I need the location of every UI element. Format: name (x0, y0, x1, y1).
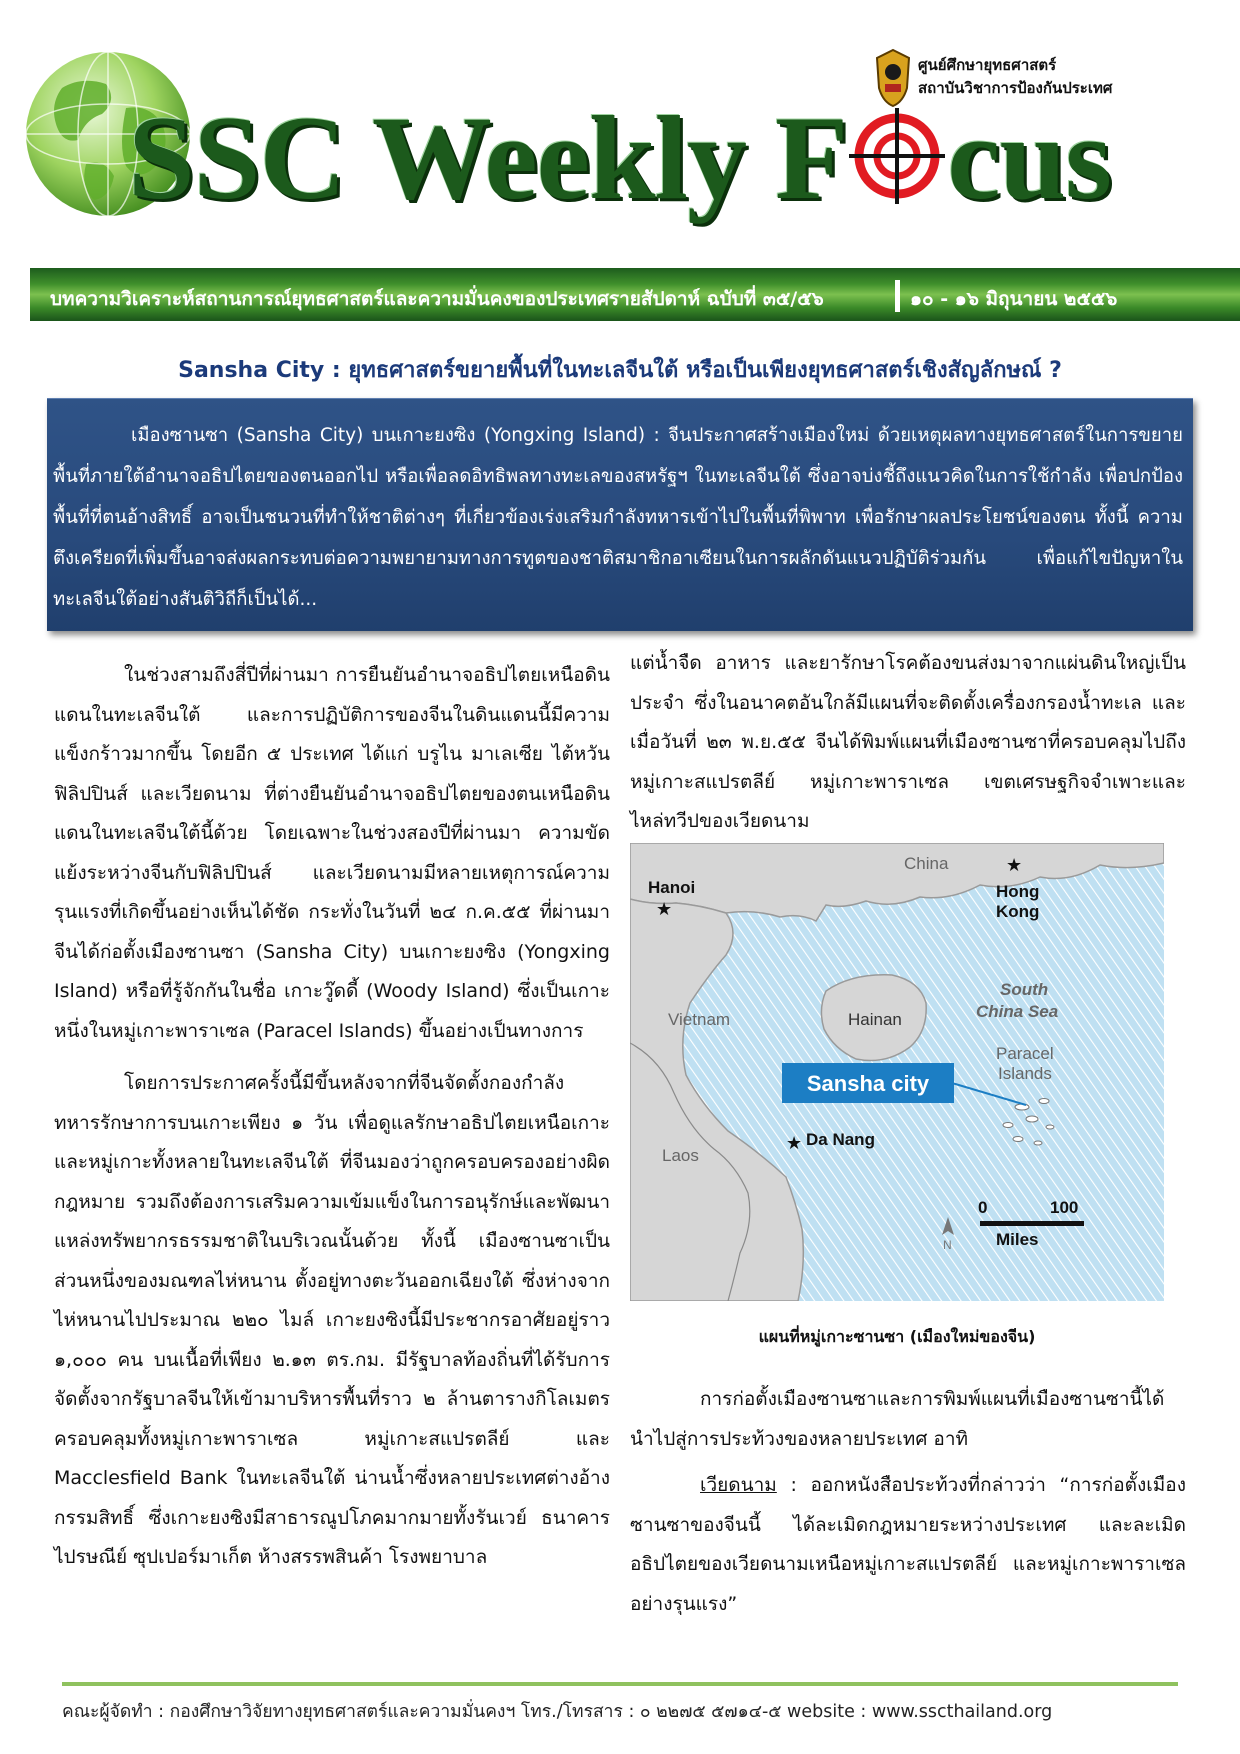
abstract-text: เมืองซานซา (Sansha City) บนเกาะยงซิง (Yongxing Island) : จีนประกาศสร้างเมืองใหม่ ด้วยเหตุผลทางยุทธศาสตร์ในการขยายพื้นที่ภายใต้อำนาจอธิปไตยของตนออกไป หรือเพื่อลดอิทธิพลทางทะเลของสหรัฐฯ ในทะเลจีนใต้ ซึ่งอาจบ่งชี้ถึงแนวคิดในการใช้กำลัง เพื่อปกป้องพื้นที่ที่ตนอ้างสิทธิ์ อาจเป็นชนวนที่ทำให้ชาติต่างๆ ที่เกี่ยวข้องเร่งเสริมกำลังทหารเข้าไปในพื้นที่พิพาท เพื่อรักษาผลประโยชน์ของตน ทั้งนี้ ความตึงเครียดที่เพิ่มขึ้นอาจส่งผลกระทบต่อความพยายามทางการทูตของชาติสมาชิกอาเซียนในการผลักดันแนวปฏิบัติร่วมกัน เพื่อแก้ไขปัญหาในทะเลจีนใต้อย่างสันติวิถีก็เป็นได้... (53, 425, 1183, 610)
sansha-map (630, 843, 1164, 1301)
abstract-box (47, 398, 1193, 631)
map-label-south-china-sea-2: China Sea (976, 1002, 1059, 1021)
map-label-south-china-sea-1: South (1000, 980, 1049, 999)
paragraph-4: การก่อตั้งเมืองซานซาและการพิมพ์แผนที่เมืองซานซานี้ได้นำไปสู่การประท้วงของหลายประเทศ อาทิ (630, 1388, 1165, 1450)
issue-date: ๑๐ - ๑๖ มิถุนายน ๒๕๕๖ (910, 288, 1118, 310)
map-label-sansha: Sansha city (806, 1071, 930, 1096)
masthead-part1: SSC Weekly F (128, 91, 848, 224)
institute-line2: สถาบันวิชาการป้องกันประเทศ (918, 79, 1113, 97)
map-star-hanoi: ★ (656, 899, 673, 920)
country-label-vietnam: เวียดนาม (700, 1474, 777, 1496)
map-scale-100: 100 (1050, 1198, 1079, 1217)
map-label-paracel-2: Islands (998, 1064, 1052, 1083)
map-label-hongkong-2: Kong (996, 902, 1040, 921)
paragraph-2: โดยการประกาศครั้งนี้มีขึ้นหลังจากที่จีนจัดตั้งกองกำลังทหารรักษาการบนเกาะเพียง ๑ วัน เพื่อดูแลรักษาอธิปไตยเหนือเกาะ และหมู่เกาะทั้งหลายในทะเลจีนใต้ ที่จีนมองว่าถูกครอบครองอย่างผิดกฎหมาย รวมถึงต้องการเสริมความเข้มแข็งในการอนุรักษ์และพัฒนาแหล่งทรัพยากรธรรมชาติในบริเวณนั้นด้วย ทั้งนี้ เมืองซานซาเป็นส่วนหนึ่งของมณฑลไห่หนาน ตั้งอยู่ทางตะวันออกเฉียงใต้ ซึ่งห่างจากไห่หนานไปประมาณ ๒๒๐ ไมล์ เกาะยงซิงนี้มีประชากรอาศัยอยู่ราว ๑,๐๐๐ คน บนเนื้อที่เพียง ๒.๑๓ ตร.กม. มีรัฐบาลท้องถิ่นที่ได้รับการจัดตั้งจากรัฐบาลจีนให้เข้ามาบริหารพื้นที่ราว ๒ ล้านตารางกิโลเมตร ครอบคลุมทั้งหมู่เกาะพาราเซล หมู่เกาะสแปรตลีย์ และ Macclesfield Bank ในทะเลจีนใต้ น่านน้ำซึ่งหลายประเทศต่างอ้างกรรมสิทธิ์ ซึ่งเกาะยงซิงมีสาธารณูปโภคมากมายทั้งรันเวย์ ธนาคาร ไปรษณีย์ ซุปเปอร์มาเก็ต ห้างสรรพสินค้า โรงพยาบาล (54, 1072, 610, 1568)
map-star-danang: ★ (786, 1133, 803, 1154)
right-column-top (630, 644, 1186, 842)
map-label-laos: Laos (662, 1146, 699, 1165)
map-scale-unit: Miles (996, 1230, 1039, 1249)
map-star-hongkong: ★ (1006, 855, 1023, 876)
map-label-vietnam: Vietnam (668, 1010, 731, 1029)
paragraph-1: ในช่วงสามถึงสี่ปีที่ผ่านมา การยืนยันอำนาจอธิปไตยเหนือดินแดนในทะเลจีนใต้ และการปฏิบัติการของจีนในดินแดนนี้มีความแข็งกร้าวมากขึ้น โดยอีก ๕ ประเทศ ได้แก่ บรูไน มาเลเซีย ไต้หวัน ฟิลิปปินส์ และเวียดนาม ที่ต่างยืนยันอำนาจอธิปไตยของตนเหนือดินแดนในทะเลจีนใต้นี้ด้วย โดยเฉพาะในช่วงสองปีที่ผ่านมา ความขัดแย้งระหว่างจีนกับฟิลิปปินส์ และเวียดนามมีหลายเหตุการณ์ความรุนแรงที่เกิดขึ้นอย่างเห็นได้ชัด กระทั่งในวันที่ ๒๔ ก.ค.๕๕ ที่ผ่านมา จีนได้ก่อตั้งเมืองซานซา (Sansha City) บนเกาะยงซิง (Yongxing Island) หรือที่รู้จักกันในชื่อ เกาะวู๊ดดี้ (Woody Island) ซึ่งเป็นเกาะหนึ่งในหมู่เกาะพาราเซล (Paracel Islands) ขึ้นอย่างเป็นทางการ (54, 664, 610, 1042)
issue-description: บทความวิเคราะห์สถานการณ์ยุทธศาสตร์และความมั่นคงของประเทศรายสัปดาห์ ฉบับที่ ๓๕/๕๖ (50, 288, 824, 310)
institute-line1: ศูนย์ศึกษายุทธศาสตร์ (918, 56, 1057, 74)
band-separator (895, 280, 900, 312)
map-caption: แผนที่หมู่เกาะซานซา (เมืองใหม่ของจีน) (758, 1327, 1036, 1346)
left-column (54, 656, 610, 1578)
vietnam-protest-text: : ออกหนังสือประท้วงที่กล่าวว่า “การก่อตั้งเมืองซานซาของจีนนี้ ได้ละเมิดกฎหมายระหว่างประเทศ และละเมิดอธิปไตยของเวียดนามเหนือหมู่เกาะสแปรตลีย์ และหมู่เกาะพาราเซลอย่างรุนแรง” (630, 1474, 1186, 1615)
masthead-title (128, 91, 1111, 224)
map-label-danang: Da Nang (806, 1130, 875, 1149)
map-label-hainan: Hainan (848, 1010, 902, 1029)
map-label-hanoi: Hanoi (648, 878, 696, 897)
paragraph-3: แต่น้ำจืด อาหาร และยารักษาโรคต้องขนส่งมาจากแผ่นดินใหญ่เป็นประจำ ซึ่งในอนาคตอันใกล้มีแผนที่จะติดตั้งเครื่องกรองน้ำทะเล และเมื่อวันที่ ๒๓ พ.ย.๕๕ จีนได้พิมพ์แผนที่เมืองซานซาที่ครอบคลุมไปถึงหมู่เกาะสแปรตลีย์ หมู่เกาะพาราเซล เขตเศรษฐกิจจำเพาะและไหล่ทวีปของเวียดนาม (630, 652, 1186, 832)
map-label-hongkong-1: Hong (996, 882, 1040, 901)
right-column-bottom (630, 1380, 1186, 1624)
footer-rule (62, 1682, 1178, 1686)
map-label-paracel-1: Paracel (996, 1044, 1054, 1063)
masthead-part2: cus (947, 91, 1111, 224)
target-crosshair-icon (849, 108, 945, 204)
footer-credits: คณะผู้จัดทำ : กองศึกษาวิจัยทางยุทธศาสตร์และความมั่นคงฯ โทร./โทรสาร : ๐ ๒๒๗๕ ๕๗๑๔-๕ website : www.sscthailand.org (62, 1702, 1053, 1722)
map-scale-bar (980, 1221, 1084, 1226)
map-scale-0: 0 (978, 1198, 988, 1217)
map-north-label: N (943, 1238, 952, 1252)
article-headline: Sansha City : ยุทธศาสตร์ขยายพื้นที่ในทะเลจีนใต้ หรือเป็นเพียงยุทธศาสตร์เชิงสัญลักษณ์ ? (178, 358, 1062, 383)
paragraph-5 (630, 1466, 1186, 1624)
institute-name (918, 54, 1112, 100)
map-label-china: China (904, 854, 949, 873)
institute-crest-icon (873, 48, 913, 108)
